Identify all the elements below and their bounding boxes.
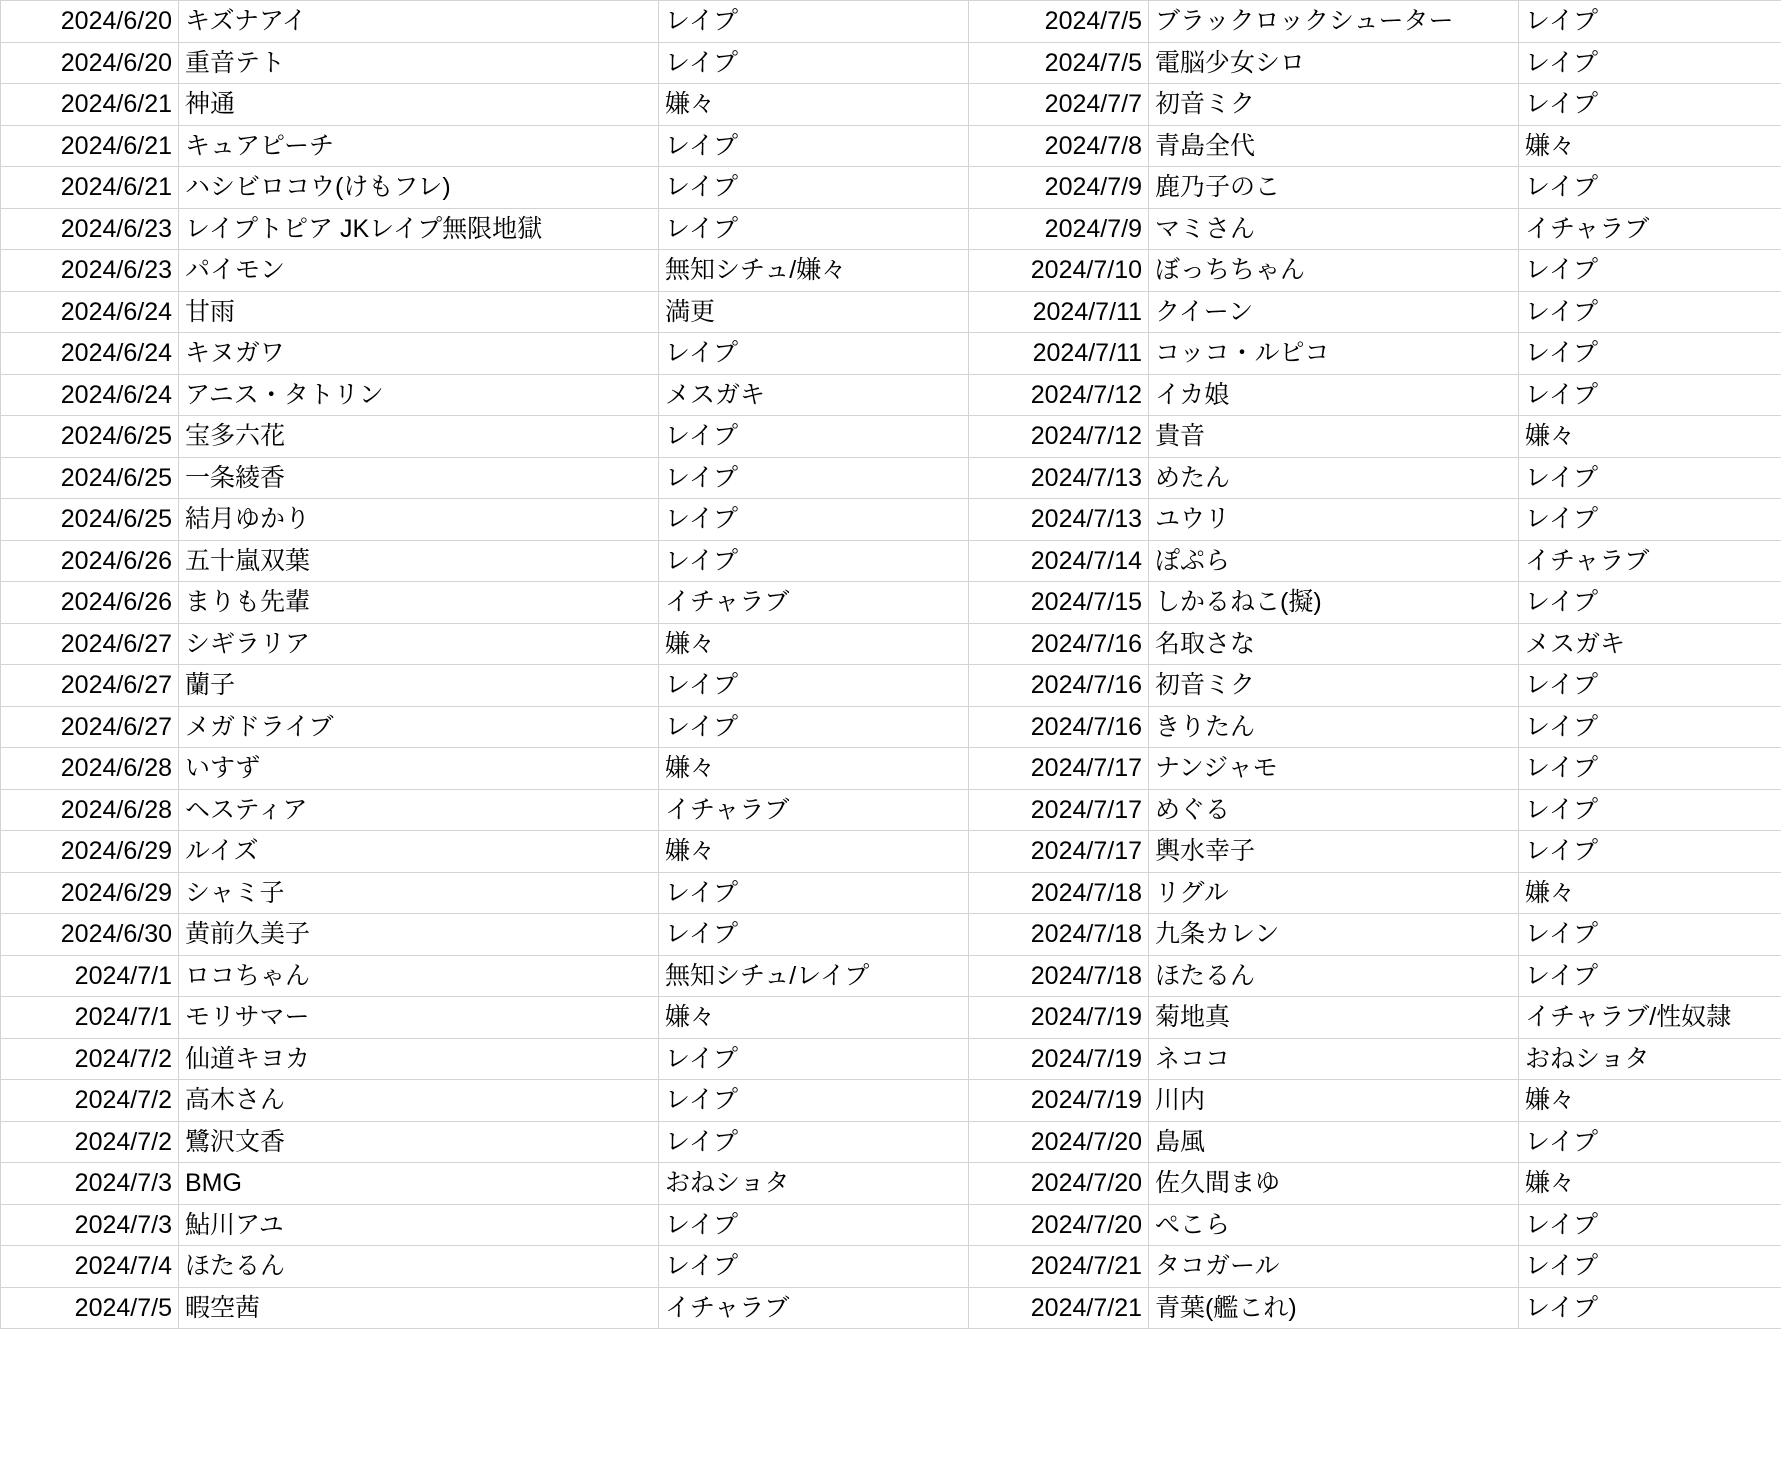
cell-tag-left[interactable]: 嫌々 [659,748,969,790]
table-row [1,872,1781,914]
cell-date-left[interactable]: 2024/7/1 [1,997,179,1039]
cell-date-right[interactable]: 2024/7/11 [969,291,1149,333]
cell-tag-right[interactable]: レイプ [1519,1287,1781,1329]
table-row [1,1038,1781,1080]
cell-name-right[interactable]: コッコ・ルピコ [1149,333,1519,375]
cell-date-left[interactable]: 2024/6/28 [1,748,179,790]
cell-tag-right[interactable]: 嫌々 [1519,125,1781,167]
cell-name-right[interactable]: 初音ミク [1149,665,1519,707]
cell-name-right[interactable]: 川内 [1149,1080,1519,1122]
cell-date-right[interactable]: 2024/7/17 [969,831,1149,873]
table-row [1,457,1781,499]
table-row [1,706,1781,748]
cell-name-left[interactable]: キヌガワ [179,333,659,375]
cell-date-right[interactable]: 2024/7/16 [969,665,1149,707]
cell-name-left[interactable]: ルイズ [179,831,659,873]
cell-name-left[interactable]: 蘭子 [179,665,659,707]
cell-tag-right[interactable]: おねショタ [1519,1038,1781,1080]
cell-name-left[interactable]: アニス・タトリン [179,374,659,416]
cell-date-left[interactable]: 2024/6/28 [1,789,179,831]
table-row [1,208,1781,250]
cell-date-left[interactable]: 2024/6/25 [1,416,179,458]
cell-name-right[interactable]: ネココ [1149,1038,1519,1080]
cell-date-left[interactable]: 2024/6/21 [1,125,179,167]
cell-date-left[interactable]: 2024/6/21 [1,167,179,209]
cell-tag-right[interactable]: 嫌々 [1519,872,1781,914]
table-row [1,1163,1781,1205]
cell-date-right[interactable]: 2024/7/13 [969,499,1149,541]
table-row [1,84,1781,126]
table-row [1,955,1781,997]
cell-tag-left[interactable]: レイプ [659,706,969,748]
cell-tag-left[interactable]: レイプ [659,499,969,541]
cell-name-right[interactable]: リグル [1149,872,1519,914]
cell-tag-left[interactable]: レイプ [659,1,969,43]
cell-tag-right[interactable]: 嫌々 [1519,1080,1781,1122]
cell-date-right[interactable]: 2024/7/19 [969,1038,1149,1080]
cell-tag-left[interactable]: 満更 [659,291,969,333]
table-row [1,582,1781,624]
cell-tag-left[interactable]: レイプ [659,208,969,250]
table-row [1,540,1781,582]
cell-tag-left[interactable]: イチャラブ [659,1287,969,1329]
cell-name-right[interactable]: ブラックロックシューター [1149,1,1519,43]
cell-date-right[interactable]: 2024/7/7 [969,84,1149,126]
table-row [1,1204,1781,1246]
cell-name-right[interactable]: マミさん [1149,208,1519,250]
cell-tag-left[interactable]: レイプ [659,1121,969,1163]
cell-tag-left[interactable]: 無知シチュ/レイプ [659,955,969,997]
cell-name-right[interactable]: 初音ミク [1149,84,1519,126]
cell-name-left[interactable]: ハシビロコウ(けもフレ) [179,167,659,209]
cell-name-right[interactable]: タコガール [1149,1246,1519,1288]
cell-date-left[interactable]: 2024/6/27 [1,623,179,665]
cell-date-right[interactable]: 2024/7/9 [969,167,1149,209]
cell-tag-right[interactable]: メスガキ [1519,623,1781,665]
cell-date-right[interactable]: 2024/7/18 [969,872,1149,914]
cell-name-left[interactable]: シャミ子 [179,872,659,914]
cell-name-right[interactable]: めぐる [1149,789,1519,831]
cell-tag-left[interactable]: レイプ [659,1038,969,1080]
cell-tag-right[interactable]: レイプ [1519,42,1781,84]
cell-name-right[interactable]: 島風 [1149,1121,1519,1163]
cell-tag-right[interactable]: レイプ [1519,374,1781,416]
cell-name-left[interactable]: BMG [179,1163,659,1205]
cell-date-left[interactable]: 2024/6/23 [1,208,179,250]
cell-tag-right[interactable]: レイプ [1519,748,1781,790]
table-row [1,831,1781,873]
cell-tag-left[interactable]: レイプ [659,1080,969,1122]
cell-tag-left[interactable]: レイプ [659,333,969,375]
cell-name-left[interactable]: レイプトピア JKレイプ無限地獄 [179,208,659,250]
cell-name-left[interactable]: まりも先輩 [179,582,659,624]
cell-date-right[interactable]: 2024/7/17 [969,748,1149,790]
cell-tag-left[interactable]: イチャラブ [659,789,969,831]
cell-date-left[interactable]: 2024/6/30 [1,914,179,956]
cell-tag-left[interactable]: レイプ [659,1246,969,1288]
cell-name-left[interactable]: 結月ゆかり [179,499,659,541]
table-row [1,748,1781,790]
cell-date-left[interactable]: 2024/6/26 [1,582,179,624]
table-row [1,1246,1781,1288]
cell-date-right[interactable]: 2024/7/16 [969,706,1149,748]
cell-date-right[interactable]: 2024/7/5 [969,1,1149,43]
table-row [1,665,1781,707]
cell-tag-left[interactable]: イチャラブ [659,582,969,624]
cell-date-left[interactable]: 2024/7/5 [1,1287,179,1329]
table-row [1,623,1781,665]
cell-date-right[interactable]: 2024/7/9 [969,208,1149,250]
cell-name-left[interactable]: キズナアイ [179,1,659,43]
cell-name-left[interactable]: 神通 [179,84,659,126]
cell-date-left[interactable]: 2024/7/2 [1,1080,179,1122]
cell-date-right[interactable]: 2024/7/17 [969,789,1149,831]
cell-tag-right[interactable]: レイプ [1519,291,1781,333]
cell-name-left[interactable]: シギラリア [179,623,659,665]
cell-date-right[interactable]: 2024/7/10 [969,250,1149,292]
table-row [1,42,1781,84]
cell-name-right[interactable]: ナンジャモ [1149,748,1519,790]
table-row [1,789,1781,831]
cell-tag-left[interactable]: 嫌々 [659,831,969,873]
cell-tag-left[interactable]: 嫌々 [659,623,969,665]
cell-date-left[interactable]: 2024/6/29 [1,831,179,873]
cell-name-right[interactable]: 青島全代 [1149,125,1519,167]
cell-name-right[interactable]: 鹿乃子のこ [1149,167,1519,209]
table-body [1,1,1781,1329]
cell-name-right[interactable]: 輿水幸子 [1149,831,1519,873]
table-row [1,167,1781,209]
table-row [1,997,1781,1039]
cell-date-left[interactable]: 2024/6/24 [1,291,179,333]
cell-tag-right[interactable]: レイプ [1519,665,1781,707]
cell-tag-right[interactable]: レイプ [1519,499,1781,541]
cell-date-right[interactable]: 2024/7/13 [969,457,1149,499]
cell-date-right[interactable]: 2024/7/11 [969,333,1149,375]
table-row [1,914,1781,956]
cell-date-right[interactable]: 2024/7/15 [969,582,1149,624]
cell-tag-left[interactable]: レイプ [659,540,969,582]
cell-date-left[interactable]: 2024/7/4 [1,1246,179,1288]
cell-name-right[interactable]: 貴音 [1149,416,1519,458]
cell-name-right[interactable]: 菊地真 [1149,997,1519,1039]
cell-name-left[interactable]: 鷺沢文香 [179,1121,659,1163]
cell-tag-right[interactable]: 嫌々 [1519,416,1781,458]
cell-name-left[interactable]: 甘雨 [179,291,659,333]
cell-date-left[interactable]: 2024/7/1 [1,955,179,997]
cell-tag-right[interactable]: イチャラブ [1519,540,1781,582]
cell-date-left[interactable]: 2024/6/25 [1,499,179,541]
cell-date-left[interactable]: 2024/6/24 [1,333,179,375]
cell-tag-right[interactable]: レイプ [1519,84,1781,126]
cell-name-left[interactable]: メガドライブ [179,706,659,748]
cell-date-right[interactable]: 2024/7/14 [969,540,1149,582]
cell-tag-right[interactable]: イチャラブ/性奴隷 [1519,997,1781,1039]
cell-date-left[interactable]: 2024/6/21 [1,84,179,126]
cell-date-left[interactable]: 2024/6/23 [1,250,179,292]
cell-tag-right[interactable]: レイプ [1519,789,1781,831]
cell-date-left[interactable]: 2024/6/24 [1,374,179,416]
cell-name-left[interactable]: モリサマー [179,997,659,1039]
cell-tag-left[interactable]: 嫌々 [659,997,969,1039]
cell-name-left[interactable]: 五十嵐双葉 [179,540,659,582]
cell-tag-left[interactable]: 嫌々 [659,84,969,126]
cell-name-right[interactable]: 青葉(艦これ) [1149,1287,1519,1329]
cell-name-right[interactable]: きりたん [1149,706,1519,748]
cell-date-right[interactable]: 2024/7/8 [969,125,1149,167]
cell-tag-left[interactable]: おねショタ [659,1163,969,1205]
cell-tag-right[interactable]: レイプ [1519,1121,1781,1163]
cell-name-left[interactable]: ほたるん [179,1246,659,1288]
table-row [1,1287,1781,1329]
cell-name-left[interactable]: 宝多六花 [179,416,659,458]
cell-name-right[interactable]: しかるねこ(擬) [1149,582,1519,624]
cell-tag-left[interactable]: レイプ [659,457,969,499]
cell-name-left[interactable]: パイモン [179,250,659,292]
cell-name-left[interactable]: 重音テト [179,42,659,84]
cell-name-right[interactable]: ぺこら [1149,1204,1519,1246]
cell-date-left[interactable]: 2024/7/2 [1,1121,179,1163]
cell-date-left[interactable]: 2024/7/3 [1,1204,179,1246]
cell-date-left[interactable]: 2024/6/29 [1,872,179,914]
cell-date-right[interactable]: 2024/7/21 [969,1246,1149,1288]
cell-date-right[interactable]: 2024/7/20 [969,1163,1149,1205]
cell-date-right[interactable]: 2024/7/19 [969,1080,1149,1122]
table-row [1,1121,1781,1163]
cell-date-right[interactable]: 2024/7/20 [969,1204,1149,1246]
cell-name-left[interactable]: 黄前久美子 [179,914,659,956]
cell-name-right[interactable]: 九条カレン [1149,914,1519,956]
cell-name-left[interactable]: いすず [179,748,659,790]
cell-tag-right[interactable]: レイプ [1519,333,1781,375]
cell-name-right[interactable]: イカ娘 [1149,374,1519,416]
cell-date-right[interactable]: 2024/7/19 [969,997,1149,1039]
cell-tag-right[interactable]: レイプ [1519,582,1781,624]
cell-tag-right[interactable]: レイプ [1519,1204,1781,1246]
cell-name-right[interactable]: ぽぷら [1149,540,1519,582]
cell-tag-right[interactable]: レイプ [1519,167,1781,209]
cell-tag-left[interactable]: 無知シチュ/嫌々 [659,250,969,292]
cell-tag-left[interactable]: レイプ [659,665,969,707]
cell-name-right[interactable]: 名取さな [1149,623,1519,665]
cell-name-right[interactable]: ユウリ [1149,499,1519,541]
cell-date-right[interactable]: 2024/7/12 [969,416,1149,458]
cell-date-right[interactable]: 2024/7/21 [969,1287,1149,1329]
cell-tag-right[interactable]: 嫌々 [1519,1163,1781,1205]
table-row [1,1080,1781,1122]
table-row [1,250,1781,292]
cell-tag-left[interactable]: レイプ [659,872,969,914]
cell-date-right[interactable]: 2024/7/16 [969,623,1149,665]
cell-tag-left[interactable]: レイプ [659,42,969,84]
table-row [1,333,1781,375]
cell-name-right[interactable]: ほたるん [1149,955,1519,997]
cell-tag-right[interactable]: レイプ [1519,1246,1781,1288]
table-row [1,374,1781,416]
cell-date-left[interactable]: 2024/6/20 [1,42,179,84]
cell-tag-right[interactable]: レイプ [1519,831,1781,873]
cell-name-right[interactable]: ぼっちちゃん [1149,250,1519,292]
cell-date-right[interactable]: 2024/7/12 [969,374,1149,416]
cell-tag-left[interactable]: レイプ [659,1204,969,1246]
cell-tag-right[interactable]: レイプ [1519,1,1781,43]
table-row [1,1,1781,43]
cell-name-right[interactable]: 電脳少女シロ [1149,42,1519,84]
cell-name-left[interactable]: 仙道キヨカ [179,1038,659,1080]
cell-tag-left[interactable]: レイプ [659,416,969,458]
cell-name-left[interactable]: 一条綾香 [179,457,659,499]
cell-date-right[interactable]: 2024/7/18 [969,914,1149,956]
cell-tag-left[interactable]: レイプ [659,167,969,209]
cell-date-right[interactable]: 2024/7/5 [969,42,1149,84]
cell-name-left[interactable]: 暇空茜 [179,1287,659,1329]
cell-tag-left[interactable]: メスガキ [659,374,969,416]
cell-tag-left[interactable]: レイプ [659,125,969,167]
cell-name-right[interactable]: 佐久間まゆ [1149,1163,1519,1205]
cell-tag-right[interactable]: レイプ [1519,706,1781,748]
cell-tag-right[interactable]: レイプ [1519,914,1781,956]
cell-name-left[interactable]: 鮎川アユ [179,1204,659,1246]
cell-name-left[interactable]: ヘスティア [179,789,659,831]
table-row [1,291,1781,333]
cell-tag-right[interactable]: イチャラブ [1519,208,1781,250]
cell-date-right[interactable]: 2024/7/20 [969,1121,1149,1163]
cell-name-left[interactable]: ロコちゃん [179,955,659,997]
cell-date-right[interactable]: 2024/7/18 [969,955,1149,997]
cell-name-left[interactable]: キュアピーチ [179,125,659,167]
cell-date-left[interactable]: 2024/6/20 [1,1,179,43]
table-row [1,125,1781,167]
cell-tag-left[interactable]: レイプ [659,914,969,956]
cell-date-left[interactable]: 2024/6/27 [1,706,179,748]
cell-name-right[interactable]: めたん [1149,457,1519,499]
table-row [1,499,1781,541]
cell-tag-right[interactable]: レイプ [1519,457,1781,499]
cell-name-right[interactable]: クイーン [1149,291,1519,333]
cell-date-left[interactable]: 2024/7/3 [1,1163,179,1205]
cell-date-left[interactable]: 2024/6/26 [1,540,179,582]
cell-name-left[interactable]: 高木さん [179,1080,659,1122]
table-row [1,416,1781,458]
cell-date-left[interactable]: 2024/7/2 [1,1038,179,1080]
cell-date-left[interactable]: 2024/6/25 [1,457,179,499]
cell-tag-right[interactable]: レイプ [1519,955,1781,997]
cell-date-left[interactable]: 2024/6/27 [1,665,179,707]
cell-tag-right[interactable]: レイプ [1519,250,1781,292]
